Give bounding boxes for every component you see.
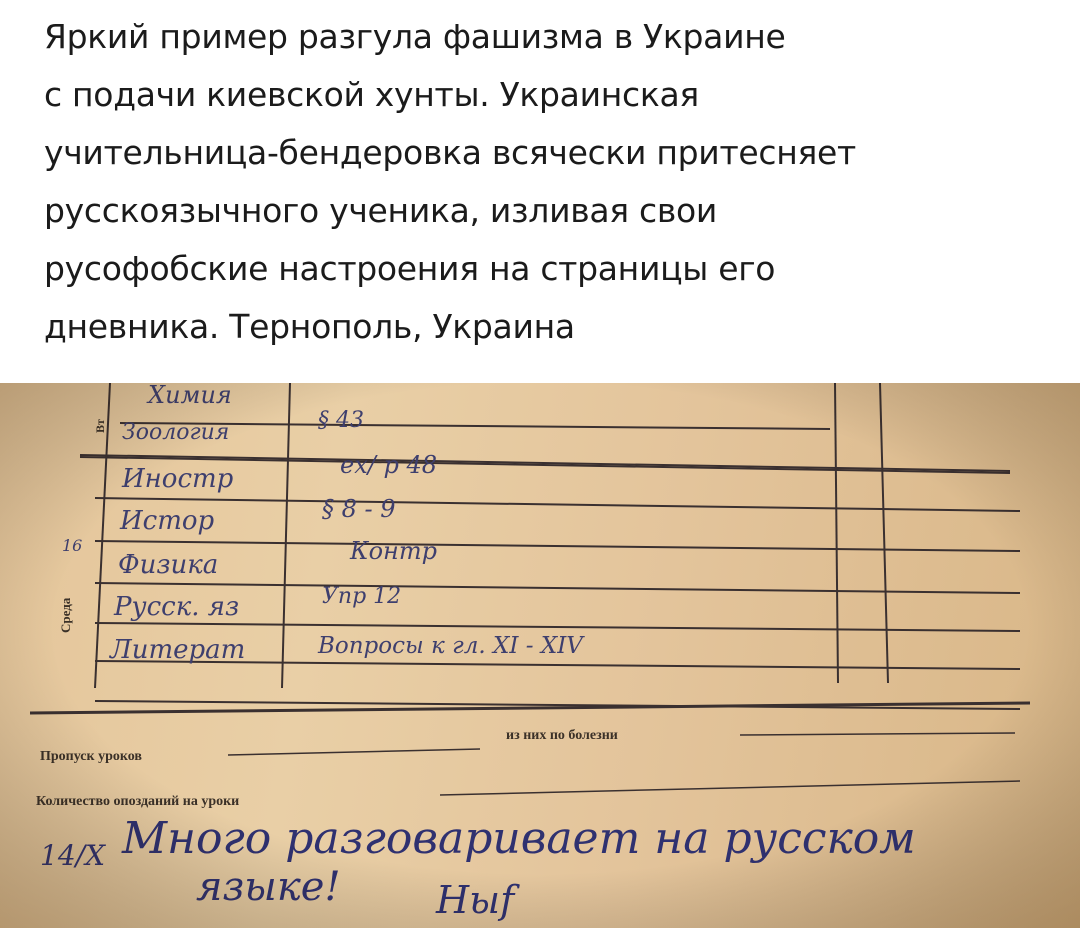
caption-line: Яркий пример разгула фашизма в Украине (44, 17, 786, 56)
caption-line: учительница-бендеровка всячески притесняет (44, 133, 856, 172)
caption-line: дневника. Тернополь, Украина (44, 307, 575, 346)
caption-line: русофобские настроения на страницы его (44, 249, 776, 288)
post-caption (44, 8, 1044, 356)
diary-photo (0, 383, 1080, 928)
diary-page-drawing (0, 383, 1080, 928)
caption-line: русскоязычного ученика, изливая свои (44, 191, 718, 230)
photo-vignette (0, 383, 1080, 928)
page-bottom-margin (0, 928, 1080, 950)
caption-line: с подачи киевской хунты. Украинская (44, 75, 699, 114)
